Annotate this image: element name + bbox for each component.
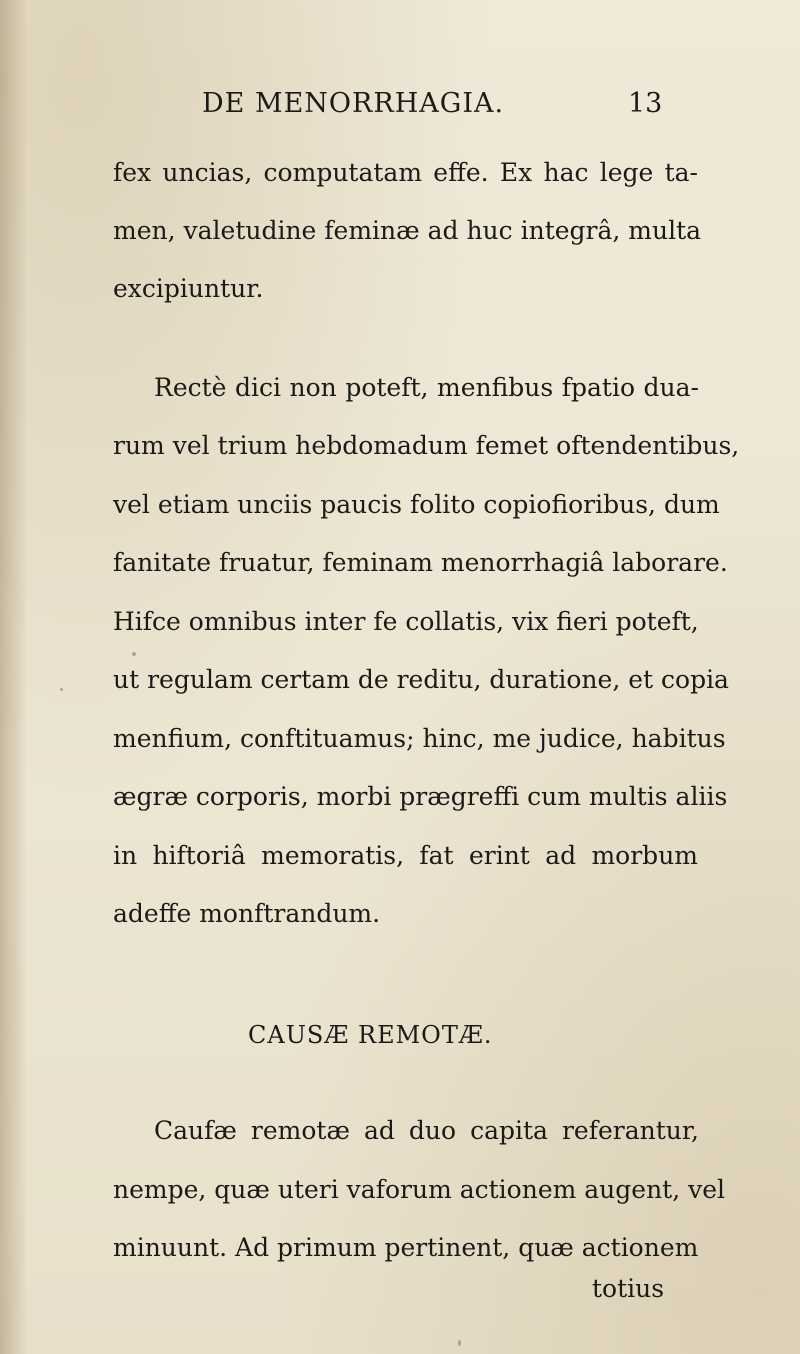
text-line: fex uncias, computatam effe. Ex hac lege ta- xyxy=(113,158,698,187)
text-line: ægræ corporis, morbi prægreffi cum multis aliis xyxy=(113,782,728,811)
paper-speck xyxy=(132,652,136,656)
paper-speck xyxy=(60,688,63,691)
text-line: excipiuntur. xyxy=(113,274,264,303)
text-line: adeffe monftrandum. xyxy=(113,899,381,928)
text-line: Caufæ remotæ ad duo capita referantur, xyxy=(154,1116,699,1145)
catchword: totius xyxy=(592,1274,665,1303)
page-number: 13 xyxy=(628,88,663,119)
text-line: vel etiam unciis paucis folito copiofioribus, dum xyxy=(113,490,720,519)
text-line: Rectè dici non poteft, menfibus fpatio dua- xyxy=(154,373,699,402)
paper-speck xyxy=(458,1340,461,1346)
text-line: rum vel trium hebdomadum femet oftendentibus, xyxy=(113,431,740,460)
text-line: nempe, quæ uteri vaforum actionem augent, vel xyxy=(113,1175,726,1204)
running-head: DE MENORRHAGIA. xyxy=(202,88,505,119)
text-line: menfium, conftituamus; hinc, me judice, habitus xyxy=(113,724,726,753)
text-line: in hiftoriâ memoratis, fat erint ad morbum xyxy=(113,841,698,870)
text-line: men, valetudine feminæ ad huc integrâ, multa xyxy=(113,216,702,245)
page-gutter-shadow xyxy=(0,0,28,1354)
text-line: minuunt. Ad primum pertinent, quæ actionem xyxy=(113,1233,699,1262)
section-heading: CAUSÆ REMOTÆ. xyxy=(248,1021,493,1049)
text-line: ut regulam certam de reditu, duratione, et copia xyxy=(113,665,729,694)
text-line: fanitate fruatur, feminam menorrhagiâ laborare. xyxy=(113,548,728,577)
text-line: Hifce omnibus inter fe collatis, vix fieri poteft, xyxy=(113,607,699,636)
